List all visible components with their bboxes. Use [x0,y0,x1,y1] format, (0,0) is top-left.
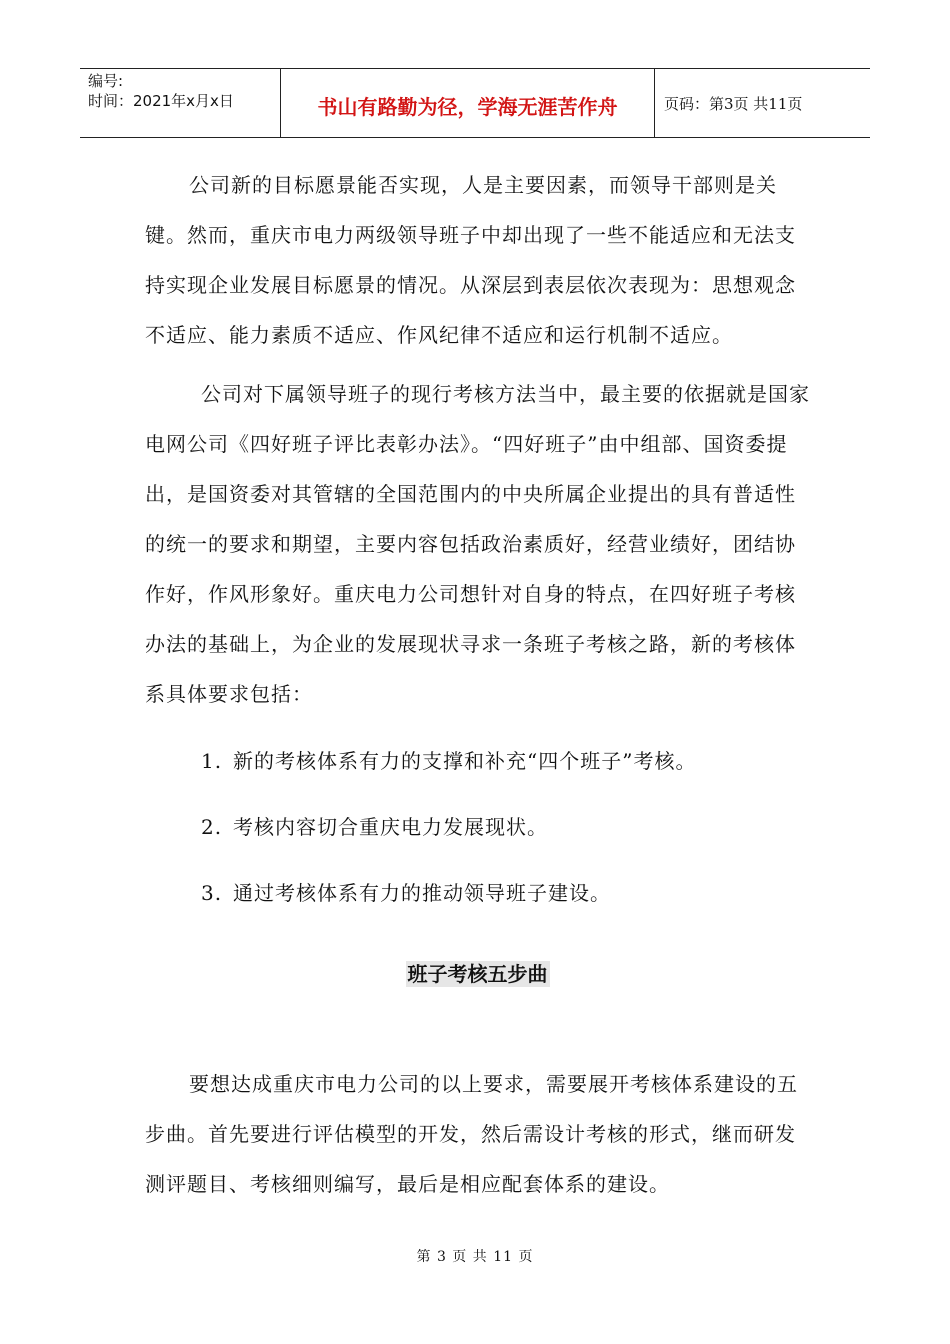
header-motto: 书山有路勤为径，学海无涯苦作舟 [281,69,655,137]
list-item-number: 1. [201,749,223,773]
page-footer: 第 3 页 共 11 页 [416,1249,534,1265]
requirements-list [145,728,810,926]
list-item [145,728,810,794]
paragraph-assessment: 公司对下属领导班子的现行考核方法当中，最主要的依据就是国家电网公司《四好班子评比表彰办法》。“四好班子”由中组部、国资委提出，是国资委对其管辖的全国范围内的中央所属企业提出的具有普适性的统一的要求和期望，主要内容包括政治素质好，经营业绩好，团结协作好，作风形象好。重庆电力公司想针对自身的特点，在四好班子考核办法的基础上，为企业的发展现状寻求一条班子考核之路，新的考核体系具体要求包括： [145,382,810,706]
list-item-number: 2. [201,815,223,839]
header-meta [80,69,281,137]
page-header [80,68,870,138]
list-item [145,794,810,860]
serial-label: 编号: [88,72,124,90]
list-item [145,860,810,926]
list-item-text: 通过考核体系有力的推动领导班子建设。 [233,881,611,905]
header-page-info: 页码：第3页 共11页 [664,94,803,113]
paragraph-leadership: 公司新的目标愿景能否实现，人是主要因素，而领导干部则是关键。然而，重庆市电力两级领导班子中却出现了一些不能适应和无法支持实现企业发展目标愿景的情况。从深层到表层依次表现为：思想观念不适应、能力素质不适应、作风纪律不适应和运行机制不适应。 [145,173,796,347]
section-heading-text: 班子考核五步曲 [407,962,548,986]
list-item-text: 考核内容切合重庆电力发展现状。 [233,815,548,839]
paragraph-five-steps: 要想达成重庆市电力公司的以上要求，需要展开考核体系建设的五步曲。首先要进行评估模型的开发，然后需设计考核的形式，继而研发测评题目、考核细则编写，最后是相应配套体系的建设。 [145,1072,798,1196]
time-label: 时间：2021年x月x日 [88,92,234,110]
list-item-number: 3. [201,881,223,905]
section-heading [145,929,810,1019]
document-body [145,160,810,1209]
list-item-text: 新的考核体系有力的支撑和补充“四个班子”考核。 [233,749,697,773]
